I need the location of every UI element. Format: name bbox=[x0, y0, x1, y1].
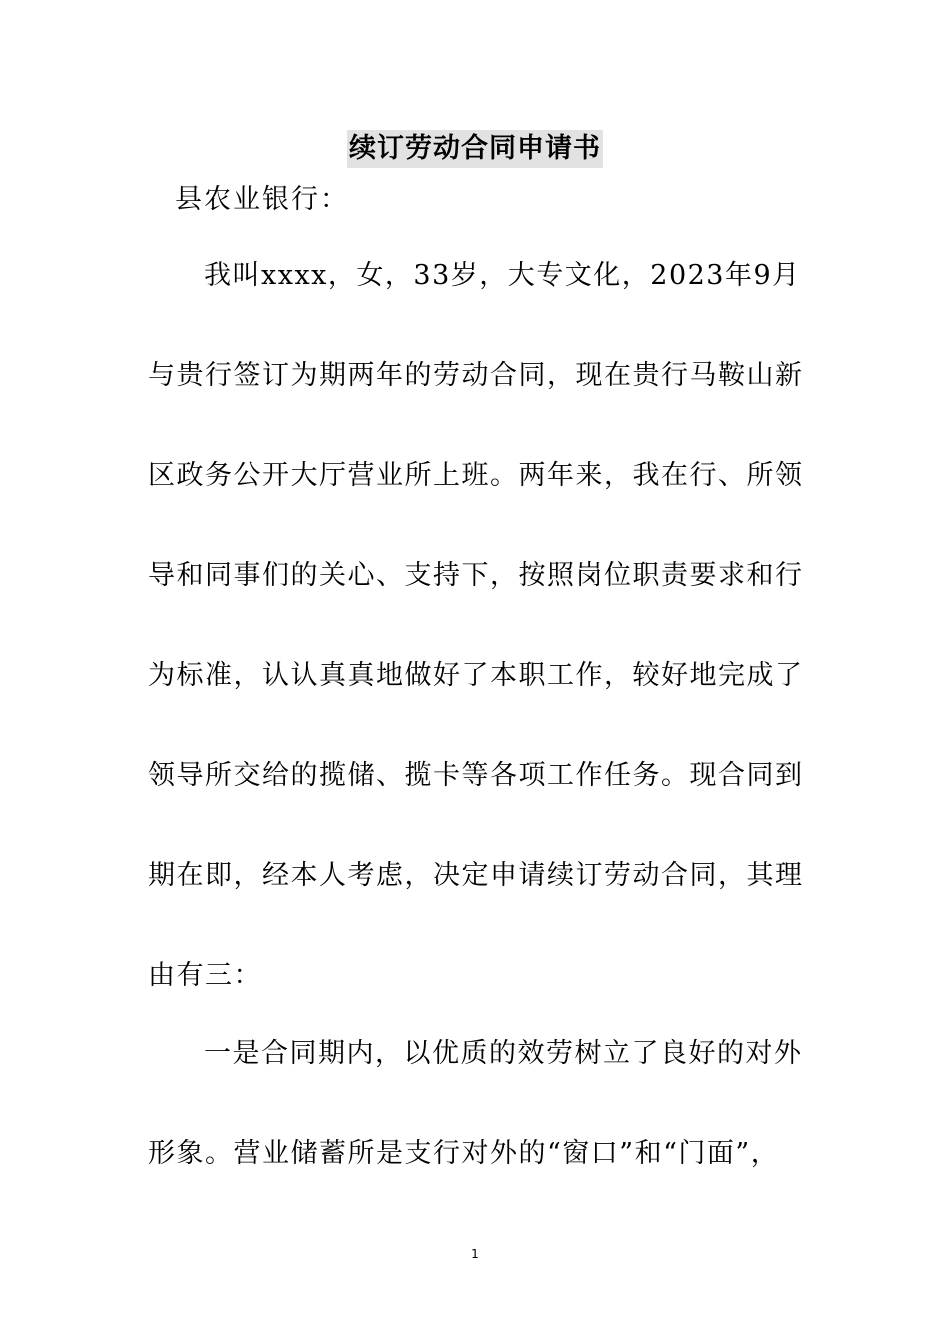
paragraph-line: 形象。营业储蓄所是支行对外的“窗口”和“门面”， bbox=[148, 1138, 780, 1169]
title-container bbox=[0, 130, 950, 168]
salutation: 县农业银行： bbox=[175, 184, 349, 215]
paragraph-line: 与贵行签订为期两年的劳动合同，现在贵行马鞍山新 bbox=[148, 360, 804, 391]
paragraph-line: 由有三： bbox=[148, 960, 262, 991]
paragraph-line: 为标准，认认真真地做好了本职工作，较好地完成了 bbox=[148, 660, 804, 691]
document-title: 续订劳动合同申请书 bbox=[347, 130, 603, 168]
page-number: 1 bbox=[471, 1247, 479, 1261]
paragraph-line: 我叫xxxx，女，33岁，大专文化，2023年9月 bbox=[204, 260, 801, 291]
paragraph-line: 区政务公开大厅营业所上班。两年来，我在行、所领 bbox=[148, 460, 804, 491]
paragraph-line: 领导所交给的揽储、揽卡等各项工作任务。现合同到 bbox=[148, 760, 804, 791]
paragraph-line: 一是合同期内，以优质的效劳树立了良好的对外 bbox=[204, 1038, 803, 1069]
paragraph-line: 导和同事们的关心、支持下，按照岗位职责要求和行 bbox=[148, 560, 804, 591]
paragraph-line: 期在即，经本人考虑，决定申请续订劳动合同，其理 bbox=[148, 860, 804, 891]
